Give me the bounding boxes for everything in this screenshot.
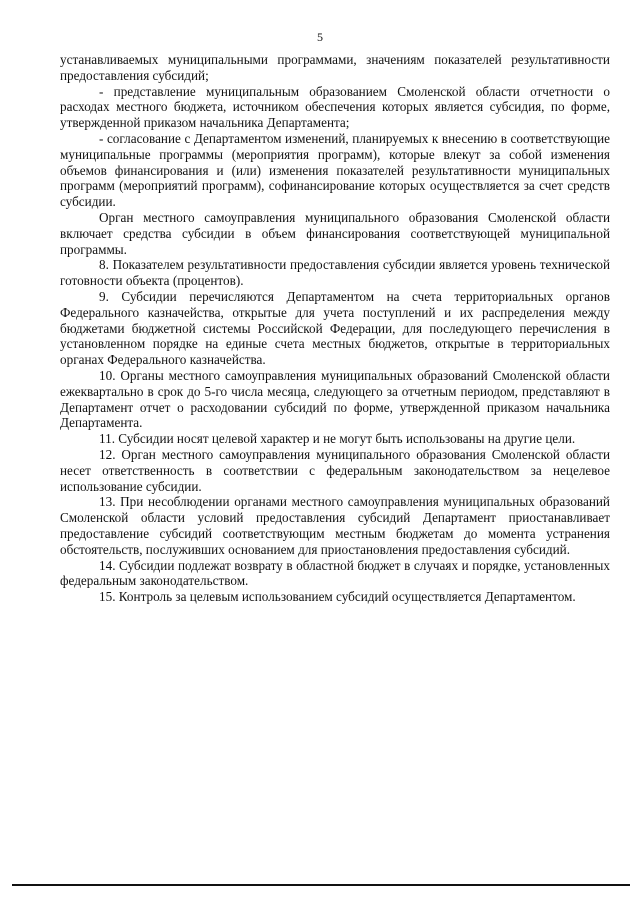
paragraph: - представление муниципальным образованием Смоленской области отчетности о расходах местного бюджета, источником обеспечения которых является субсидия, по форме, утвержденной приказом начальника Департамента; [60, 83, 610, 131]
bottom-divider [12, 884, 630, 886]
paragraph: 8. Показателем результативности предоставления субсидии является уровень технической готовности объекта (процентов). [60, 257, 610, 289]
document-body [60, 52, 610, 605]
paragraph: 11. Субсидии носят целевой характер и не могут быть использованы на другие цели. [99, 431, 576, 447]
paragraph: устанавливаемых муниципальными программами, значениям показателей результативности предоставления субсидий; [60, 52, 610, 83]
paragraph: Орган местного самоуправления муниципального образования Смоленской области включает средства субсидии в объем финансирования соответствующей муниципальной программы. [60, 209, 610, 257]
paragraph: 14. Субсидии подлежат возврату в областной бюджет в случаях и порядке, установленных федеральным законодательством. [60, 557, 610, 589]
paragraph: 15. Контроль за целевым использованием субсидий осуществляется Департаментом. [99, 589, 576, 605]
paragraph: 9. Субсидии перечисляются Департаментом на счета территориальных органов Федерального казначейства, открытые для учета поступлений и их распределения между бюджетами бюджетной системы Российской Федерации, для последующего перечисления в установленном порядке на единые счета местных бюджетов, открытые в территориальных органах Федерального казначейства. [60, 288, 610, 368]
paragraph: - согласование с Департаментом изменений, планируемых к внесению в соответствующие муниципальные программы (мероприятия программ), которые влекут за собой изменения объемов финансирования и (или) изменения показателей результативности муниципальных программ (мероприятий программ), софинансирование которых осуществляется за счет средств субсидии. [60, 130, 610, 210]
page-number: 5 [317, 30, 323, 44]
paragraph: 12. Орган местного самоуправления муниципального образования Смоленской области несет ответственность в соответствии с федеральным законодательством за нецелевое использование субсидии. [60, 446, 610, 494]
paragraph: 10. Органы местного самоуправления муниципальных образований Смоленской области ежеквартально в срок до 5-го числа месяца, следующего за отчетным периодом, представляют в Департамент отчет о расходовании субсидий по форме, утвержденной приказом начальника Департамента. [60, 367, 610, 431]
paragraph: 13. При несоблюдении органами местного самоуправления муниципальных образований Смоленской области условий предоставления субсидий Департамент приостанавливает предоставление субсидий соответствующим местным бюджетам до момента устранения обстоятельств, послуживших основанием для приостановления предоставления субсидий. [60, 494, 610, 557]
